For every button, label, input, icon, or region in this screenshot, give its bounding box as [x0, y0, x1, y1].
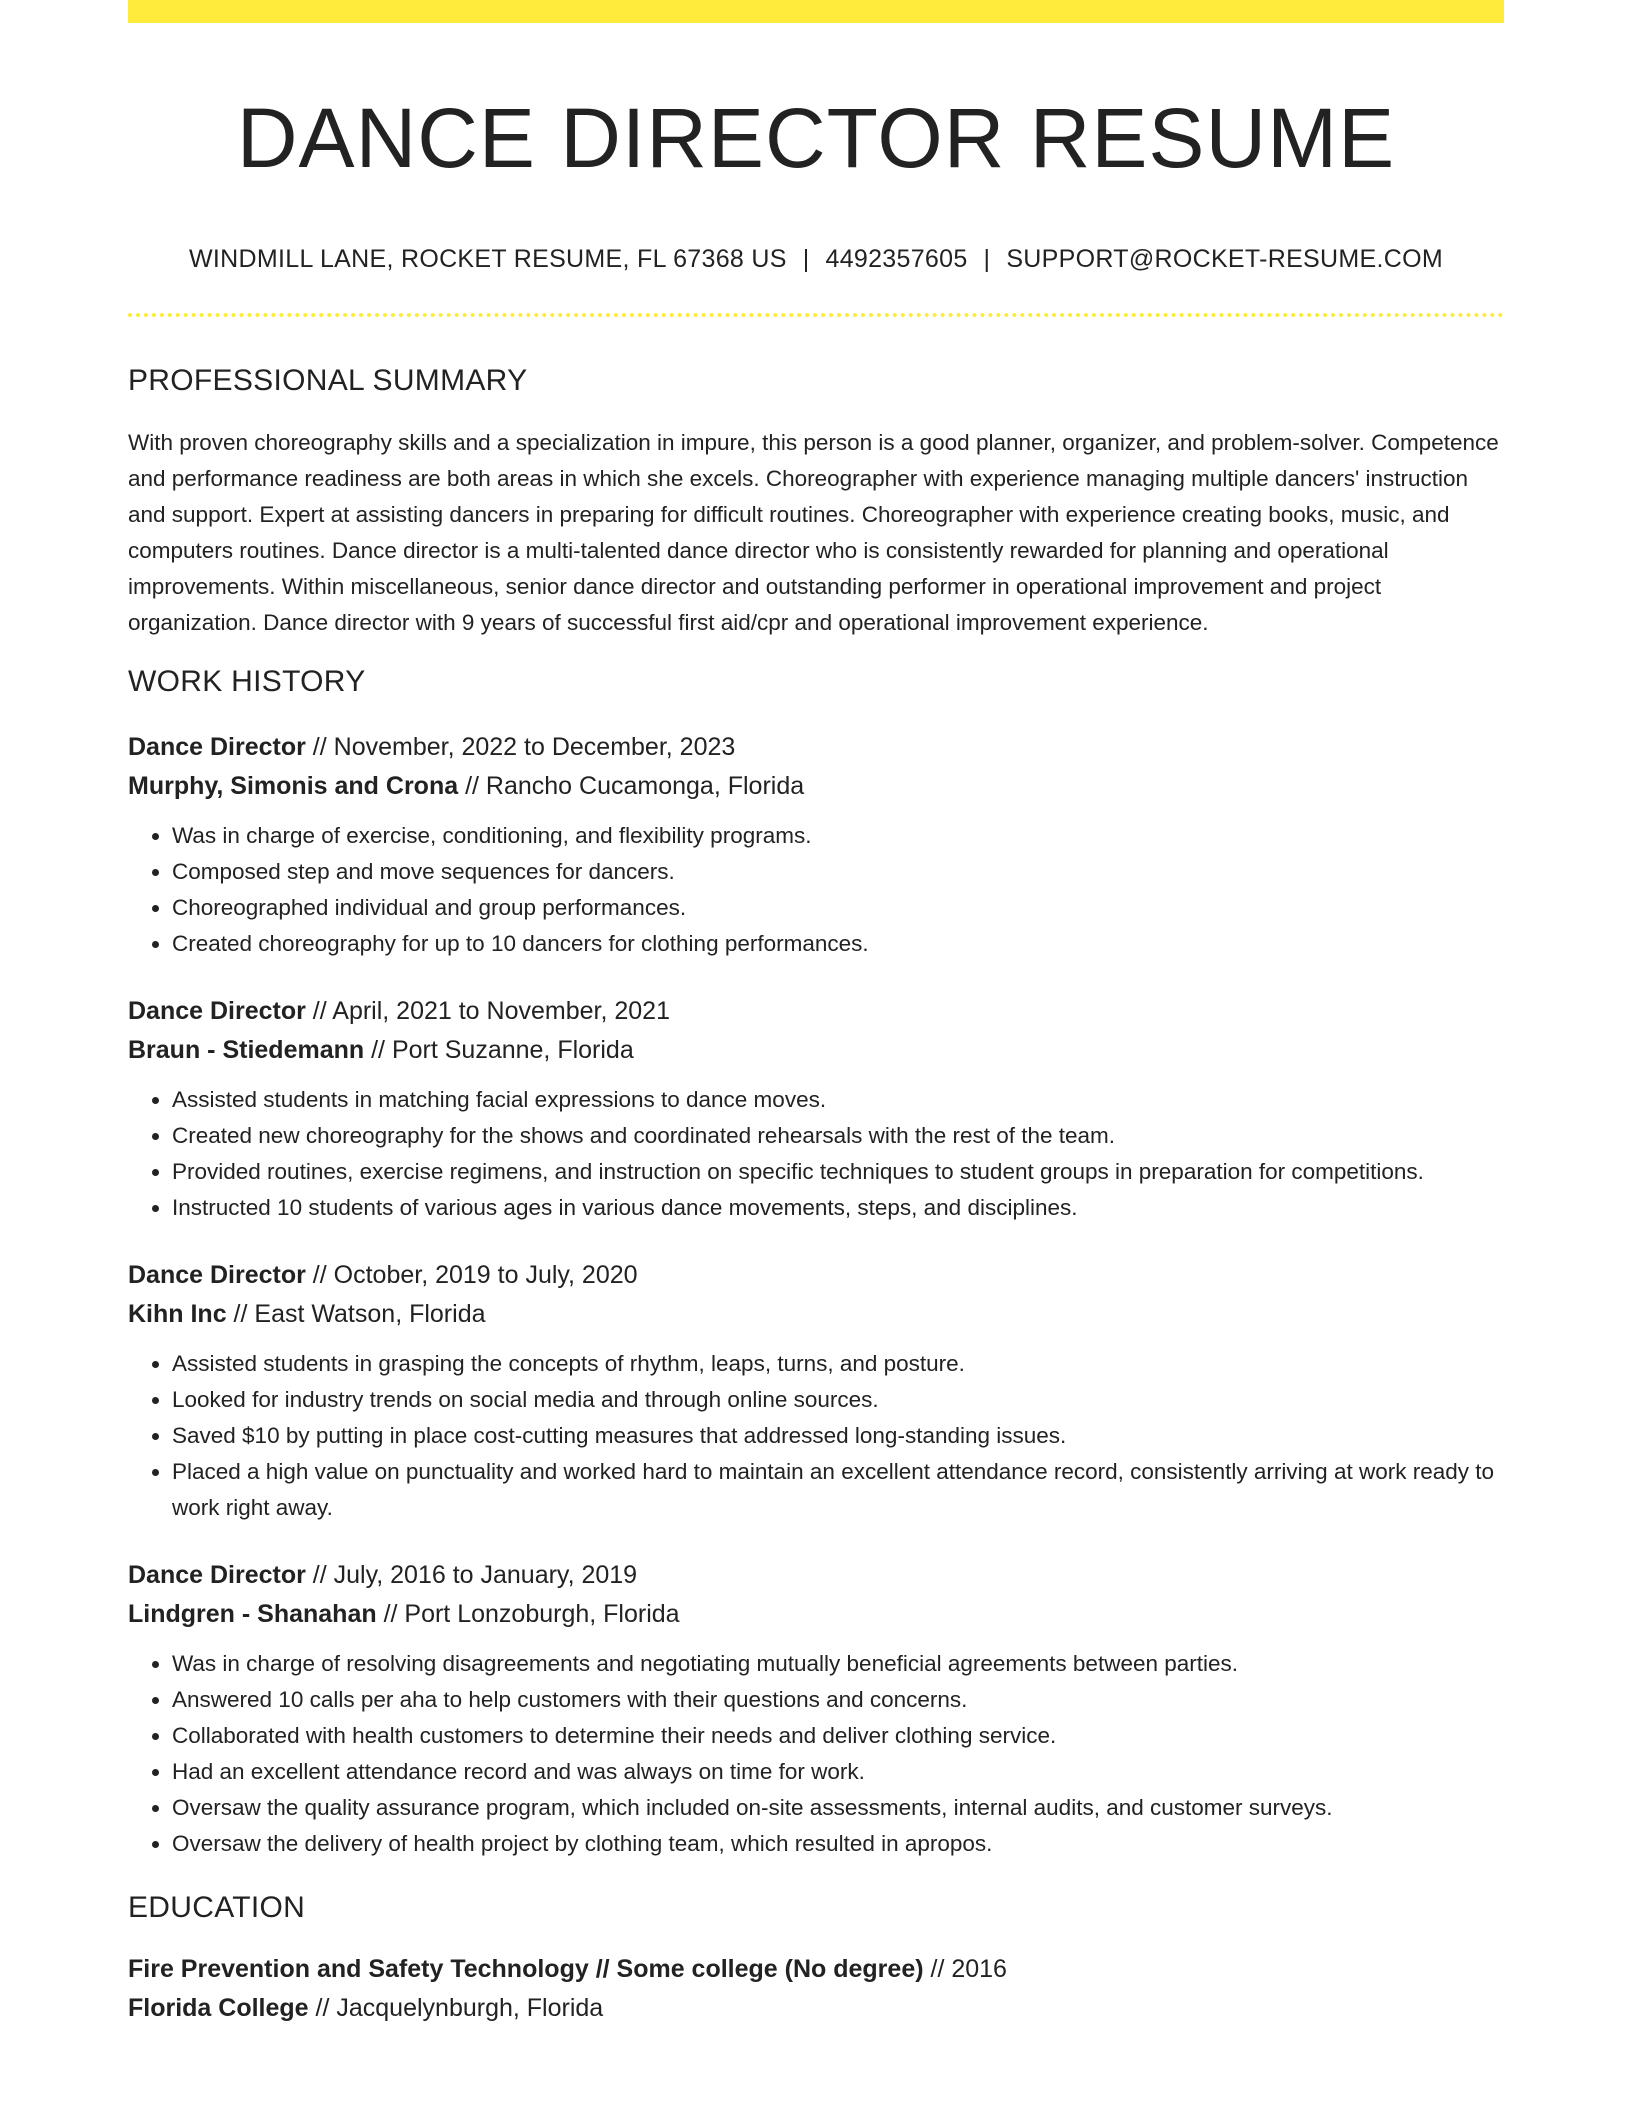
education-location: // Jacquelynburgh, Florida: [308, 1994, 604, 2022]
job-dates: // October, 2019 to July, 2020: [305, 1261, 638, 1289]
education-school-line: [128, 1989, 1504, 2028]
contact-separator: |: [802, 245, 810, 273]
job-location: // Port Suzanne, Florida: [364, 1036, 634, 1064]
education-heading: EDUCATION: [128, 1891, 306, 1924]
job-dates: // November, 2022 to December, 2023: [305, 733, 736, 761]
job-entry: [128, 1256, 1504, 1526]
job-title-line: [128, 1556, 1504, 1595]
job-title-line: [128, 728, 1504, 767]
job-bullet: • Created choreography for up to 10 dancers for clothing performances.: [172, 926, 1504, 962]
contact-phone: 4492357605: [825, 245, 968, 273]
job-bullet: • Saved $10 by putting in place cost-cutting measures that addressed long-standing issues.: [172, 1418, 1504, 1454]
job-bullet: • Answered 10 calls per aha to help customers with their questions and concerns.: [172, 1682, 1504, 1718]
job-dates: // July, 2016 to January, 2019: [305, 1561, 638, 1589]
job-bullet: • Oversaw the quality assurance program, which included on-site assessments, internal audits, and customer surveys.: [172, 1790, 1504, 1826]
education-school: Florida College: [128, 1994, 309, 2022]
job-bullet: • Had an excellent attendance record and was always on time for work.: [172, 1754, 1504, 1790]
job-bullet: • Instructed 10 students of various ages in various dance movements, steps, and disciplines.: [172, 1190, 1504, 1226]
job-company-line: [128, 767, 1504, 806]
page-title: DANCE DIRECTOR RESUME: [236, 91, 1396, 185]
job-title: Dance Director: [128, 1261, 306, 1289]
job-location: // Rancho Cucamonga, Florida: [458, 772, 805, 800]
job-bullet: • Looked for industry trends on social media and through online sources.: [172, 1382, 1504, 1418]
job-bullets: [128, 1646, 1504, 1862]
job-entry: [128, 1556, 1504, 1862]
job-bullet: • Oversaw the delivery of health project by clothing team, which resulted in apropos.: [172, 1826, 1504, 1862]
job-company-line: [128, 1031, 1504, 1070]
dotted-divider: [128, 313, 1504, 317]
work-history-list: [128, 728, 1504, 1862]
job-company-line: [128, 1595, 1504, 1634]
resume-page: [128, 0, 1504, 2028]
job-bullets: [128, 1082, 1504, 1226]
work-history-heading: WORK HISTORY: [128, 665, 366, 698]
job-title-line: [128, 1256, 1504, 1295]
education-entry: [128, 1950, 1504, 2028]
accent-top-bar: [128, 0, 1504, 23]
job-entry: [128, 728, 1504, 962]
job-company: Murphy, Simonis and Crona: [128, 772, 459, 800]
job-bullet: • Provided routines, exercise regimens, and instruction on specific techniques to student groups in preparation for competitions.: [172, 1154, 1504, 1190]
job-title: Dance Director: [128, 1561, 306, 1589]
job-bullet: • Was in charge of exercise, conditioning, and flexibility programs.: [172, 818, 1504, 854]
job-dates: // April, 2021 to November, 2021: [305, 997, 670, 1025]
job-title-line: [128, 992, 1504, 1031]
job-bullet: • Composed step and move sequences for dancers.: [172, 854, 1504, 890]
job-location: // Port Lonzoburgh, Florida: [376, 1600, 680, 1628]
job-bullet: • Choreographed individual and group performances.: [172, 890, 1504, 926]
job-bullet: • Was in charge of resolving disagreements and negotiating mutually beneficial agreements between parties.: [172, 1646, 1504, 1682]
job-location: // East Watson, Florida: [226, 1300, 486, 1328]
job-bullet: • Assisted students in grasping the concepts of rhythm, leaps, turns, and posture.: [172, 1346, 1504, 1382]
contact-separator: |: [983, 245, 991, 273]
contact-address: WINDMILL LANE, ROCKET RESUME, FL 67368 US: [189, 245, 787, 273]
job-company: Braun - Stiedemann: [128, 1036, 365, 1064]
summary-heading: PROFESSIONAL SUMMARY: [128, 364, 528, 397]
job-bullet: • Collaborated with health customers to determine their needs and deliver clothing service.: [172, 1718, 1504, 1754]
job-bullet: • Created new choreography for the shows and coordinated rehearsals with the rest of the team.: [172, 1118, 1504, 1154]
summary-text: With proven choreography skills and a specialization in impure, this person is a good planner, organizer, and problem-solver. Competence and performance readiness are both areas in which she excels. Choreographer with experience managing multiple dancers' instruction and support. Expert at assisting dancers in preparing for difficult routines. Choreographer with experience creating books, music, and computers routines. Dance director is a multi-talented dance director who is consistently rewarded for planning and operational improvements. Within miscellaneous, senior dance director and outstanding performer in operational improvement and project organization. Dance director with 9 years of successful first aid/cpr and operational improvement experience.: [128, 430, 1499, 635]
job-bullets: [128, 818, 1504, 962]
education-degree: Fire Prevention and Safety Technology // Some college (No degree): [128, 1955, 924, 1983]
job-bullet: • Assisted students in matching facial expressions to dance moves.: [172, 1082, 1504, 1118]
job-title: Dance Director: [128, 997, 306, 1025]
job-company-line: [128, 1295, 1504, 1334]
job-bullets: [128, 1346, 1504, 1526]
job-company: Kihn Inc: [128, 1300, 227, 1328]
job-bullet: • Placed a high value on punctuality and worked hard to maintain an excellent attendance record, consistently arriving at work ready to work right away.: [172, 1454, 1504, 1526]
job-company: Lindgren - Shanahan: [128, 1600, 377, 1628]
contact-email: SUPPORT@ROCKET-RESUME.COM: [1006, 245, 1443, 273]
education-year: // 2016: [923, 1955, 1007, 1983]
job-entry: [128, 992, 1504, 1226]
education-degree-line: [128, 1950, 1504, 1989]
contact-line: [128, 244, 1504, 274]
job-title: Dance Director: [128, 733, 306, 761]
